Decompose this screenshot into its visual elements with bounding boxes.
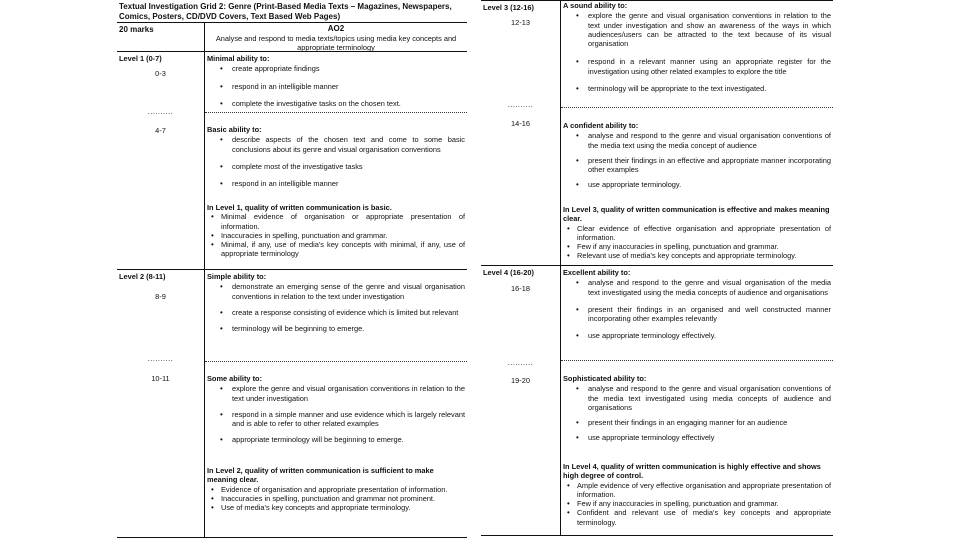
some-ability	[207, 374, 465, 445]
quality-point: • Minimal, if any, use of media's key concepts with minimal, if any, use of appropriate terminology	[207, 240, 465, 259]
ao-header	[205, 23, 467, 51]
level-4-descriptor-cell	[561, 266, 833, 535]
sound-point: • respond in a relevant manner using an appropriate register for the investigation using other related examples to explore the title	[563, 57, 831, 76]
level-1-quality-heading: In Level 1, quality of written communication is basic.	[207, 203, 392, 212]
confident-title: A confident ability to:	[563, 121, 639, 130]
level-4-divider	[561, 360, 833, 361]
level-2-dots: ..........	[147, 354, 174, 363]
level-1-quality	[207, 203, 465, 259]
level-3-label: Level 3 (12-16)	[483, 3, 534, 12]
basic-point: • describe aspects of the chosen text and come to some basic conclusions about its genre and visual organisation conventions	[207, 135, 465, 154]
sound-point: • explore the genre and visual organisation conventions in relation to the text under investigation and show an awareness of the ways in which audiences/users can be attracted to the text because of its visual organisation	[563, 11, 831, 48]
excellent-point: • use appropriate terminology effectively.	[563, 331, 831, 340]
sophisticated-point: • present their findings in an engaging manner for an audience	[563, 418, 831, 427]
level-1-mark-a: 0-3	[155, 69, 166, 78]
some-title: Some ability to:	[207, 374, 263, 383]
quality-point: • Ample evidence of very effective organisation and appropriate presentation of information.	[563, 481, 831, 500]
quality-point: • Few if any inaccuracies in spelling, punctuation and grammar.	[563, 242, 831, 251]
quality-point: • Inaccuracies in spelling, punctuation and grammar.	[207, 231, 465, 240]
some-point: • explore the genre and visual organisation conventions in relation to the text under investigation	[207, 384, 465, 403]
level-3-divider	[561, 107, 833, 108]
confident-ability	[563, 121, 831, 190]
level-2-label: Level 2 (8-11)	[119, 272, 166, 281]
level-4-dots: ..........	[507, 358, 534, 367]
level-3-mark-a: 12-13	[511, 18, 530, 27]
quality-point: • Clear evidence of effective organisation and appropriate presentation of information.	[563, 224, 831, 243]
basic-point: • respond in an intelligible manner	[207, 179, 465, 188]
level-3-mark-b: 14-16	[511, 119, 530, 128]
minimal-point: • respond in an intelligible manner	[207, 82, 465, 91]
quality-point: • Relevant use of media's key concepts and appropriate terminology.	[563, 251, 831, 260]
level-3-quality	[563, 205, 831, 261]
level-1-label: Level 1 (0-7)	[119, 54, 162, 63]
confident-point: • present their findings in an effective and appropriate manner incorporating other examples	[563, 156, 831, 175]
grid-title: Textual Investigation Grid 2: Genre (Print-Based Media Texts – Magazines, Newspapers, Comics, Posters, CD/DVD Covers, Text Based Web Pages)	[119, 2, 452, 21]
level-2-marks-cell	[117, 270, 205, 537]
level-1-marks-cell	[117, 52, 205, 269]
quality-point: • Inaccuracies in spelling, punctuation and grammar not prominent.	[207, 494, 465, 503]
right-page	[481, 0, 833, 540]
level-4-label: Level 4 (16-20)	[483, 268, 534, 277]
level-3-quality-heading: In Level 3, quality of written communication is effective and makes meaning clear.	[563, 205, 830, 224]
level-1-dots: ..........	[147, 107, 174, 116]
level-4-marks-cell	[481, 266, 561, 535]
level-1-row	[117, 52, 467, 270]
sophisticated-title: Sophisticated ability to:	[563, 374, 647, 383]
some-point: • appropriate terminology will be beginning to emerge.	[207, 435, 465, 444]
level-3-dots: ..........	[507, 100, 534, 109]
confident-point: • analyse and respond to the genre and visual organisation conventions of the media text using the media concept of audience	[563, 131, 831, 150]
simple-point: • create a response consisting of evidence which is limited but relevant	[207, 308, 465, 317]
quality-point: • Minimal evidence of organisation or appropriate presentation of information.	[207, 212, 465, 231]
level-2-quality	[207, 466, 465, 512]
quality-point: • Evidence of organisation and appropriate presentation of information.	[207, 485, 465, 494]
sound-title: A sound ability to:	[563, 1, 628, 10]
level-1-mark-b: 4-7	[155, 126, 166, 135]
simple-title: Simple ability to:	[207, 272, 267, 281]
basic-ability	[207, 125, 465, 188]
minimal-ability	[207, 54, 465, 108]
confident-point: • use appropriate terminology.	[563, 180, 831, 189]
level-1-divider	[205, 112, 467, 113]
level-2-mark-b: 10-11	[151, 374, 170, 383]
some-point: • respond in a simple manner and use evidence which is largely relevant and is able to refer to other related examples	[207, 410, 465, 429]
level-3-descriptor-cell	[561, 1, 833, 265]
level-2-quality-heading: In Level 2, quality of written communication is sufficient to make meaning clear.	[207, 466, 434, 485]
simple-point: • demonstrate an emerging sense of the genre and visual organisation conventions in relation to the text under investigation	[207, 282, 465, 301]
sophisticated-ability	[563, 374, 831, 443]
level-2-mark-a: 8-9	[155, 292, 166, 301]
level-4-quality	[563, 462, 831, 527]
excellent-title: Excellent ability to:	[563, 268, 631, 277]
basic-point: • complete most of the investigative tasks	[207, 162, 465, 171]
level-2-divider	[205, 361, 467, 362]
ao-description: Analyse and respond to media texts/topics using media key concepts and appropriate terminology	[215, 34, 457, 53]
level-4-quality-heading: In Level 4, quality of written communication is highly effective and shows high degree of control.	[563, 462, 821, 481]
level-3-marks-cell	[481, 1, 561, 265]
level-4-row	[481, 266, 833, 536]
sophisticated-point: • analyse and respond to the genre and visual organisation conventions of the media text investigated using media concepts of audience and organisations	[563, 384, 831, 412]
quality-point: • Use of media's key concepts and appropriate terminology.	[207, 503, 465, 512]
minimal-point: • complete the investigative tasks on the chosen text.	[207, 99, 465, 108]
level-4-mark-b: 19-20	[511, 376, 530, 385]
level-1-descriptor-cell	[205, 52, 467, 269]
header-row	[117, 22, 467, 52]
level-3-row	[481, 0, 833, 266]
minimal-point: • create appropriate findings	[207, 64, 465, 73]
left-page	[117, 0, 467, 540]
level-4-mark-a: 16-18	[511, 284, 530, 293]
sound-point: • terminology will be appropriate to the text investigated.	[563, 84, 831, 93]
sound-ability	[563, 1, 831, 93]
level-2-descriptor-cell	[205, 270, 467, 537]
marks-header: 20 marks	[117, 23, 205, 51]
quality-point: • Few if any inaccuracies in spelling, punctuation and grammar.	[563, 499, 831, 508]
simple-point: • terminology will be beginning to emerge.	[207, 324, 465, 333]
excellent-point: • present their findings in an organised and well constructed manner incorporating other examples relevantly	[563, 305, 831, 324]
basic-title: Basic ability to:	[207, 125, 262, 134]
excellent-ability	[563, 268, 831, 341]
level-2-row	[117, 270, 467, 538]
minimal-title: Minimal ability to:	[207, 54, 270, 63]
ao-code: AO2	[327, 24, 345, 33]
quality-point: • Confident and relevant use of media's key concepts and appropriate terminology.	[563, 508, 831, 527]
excellent-point: • analyse and respond to the genre and visual organisation of the media text investigated using the media concepts of audience and organisations	[563, 278, 831, 297]
simple-ability	[207, 272, 465, 333]
sophisticated-point: • use appropriate terminology effectively	[563, 433, 831, 442]
